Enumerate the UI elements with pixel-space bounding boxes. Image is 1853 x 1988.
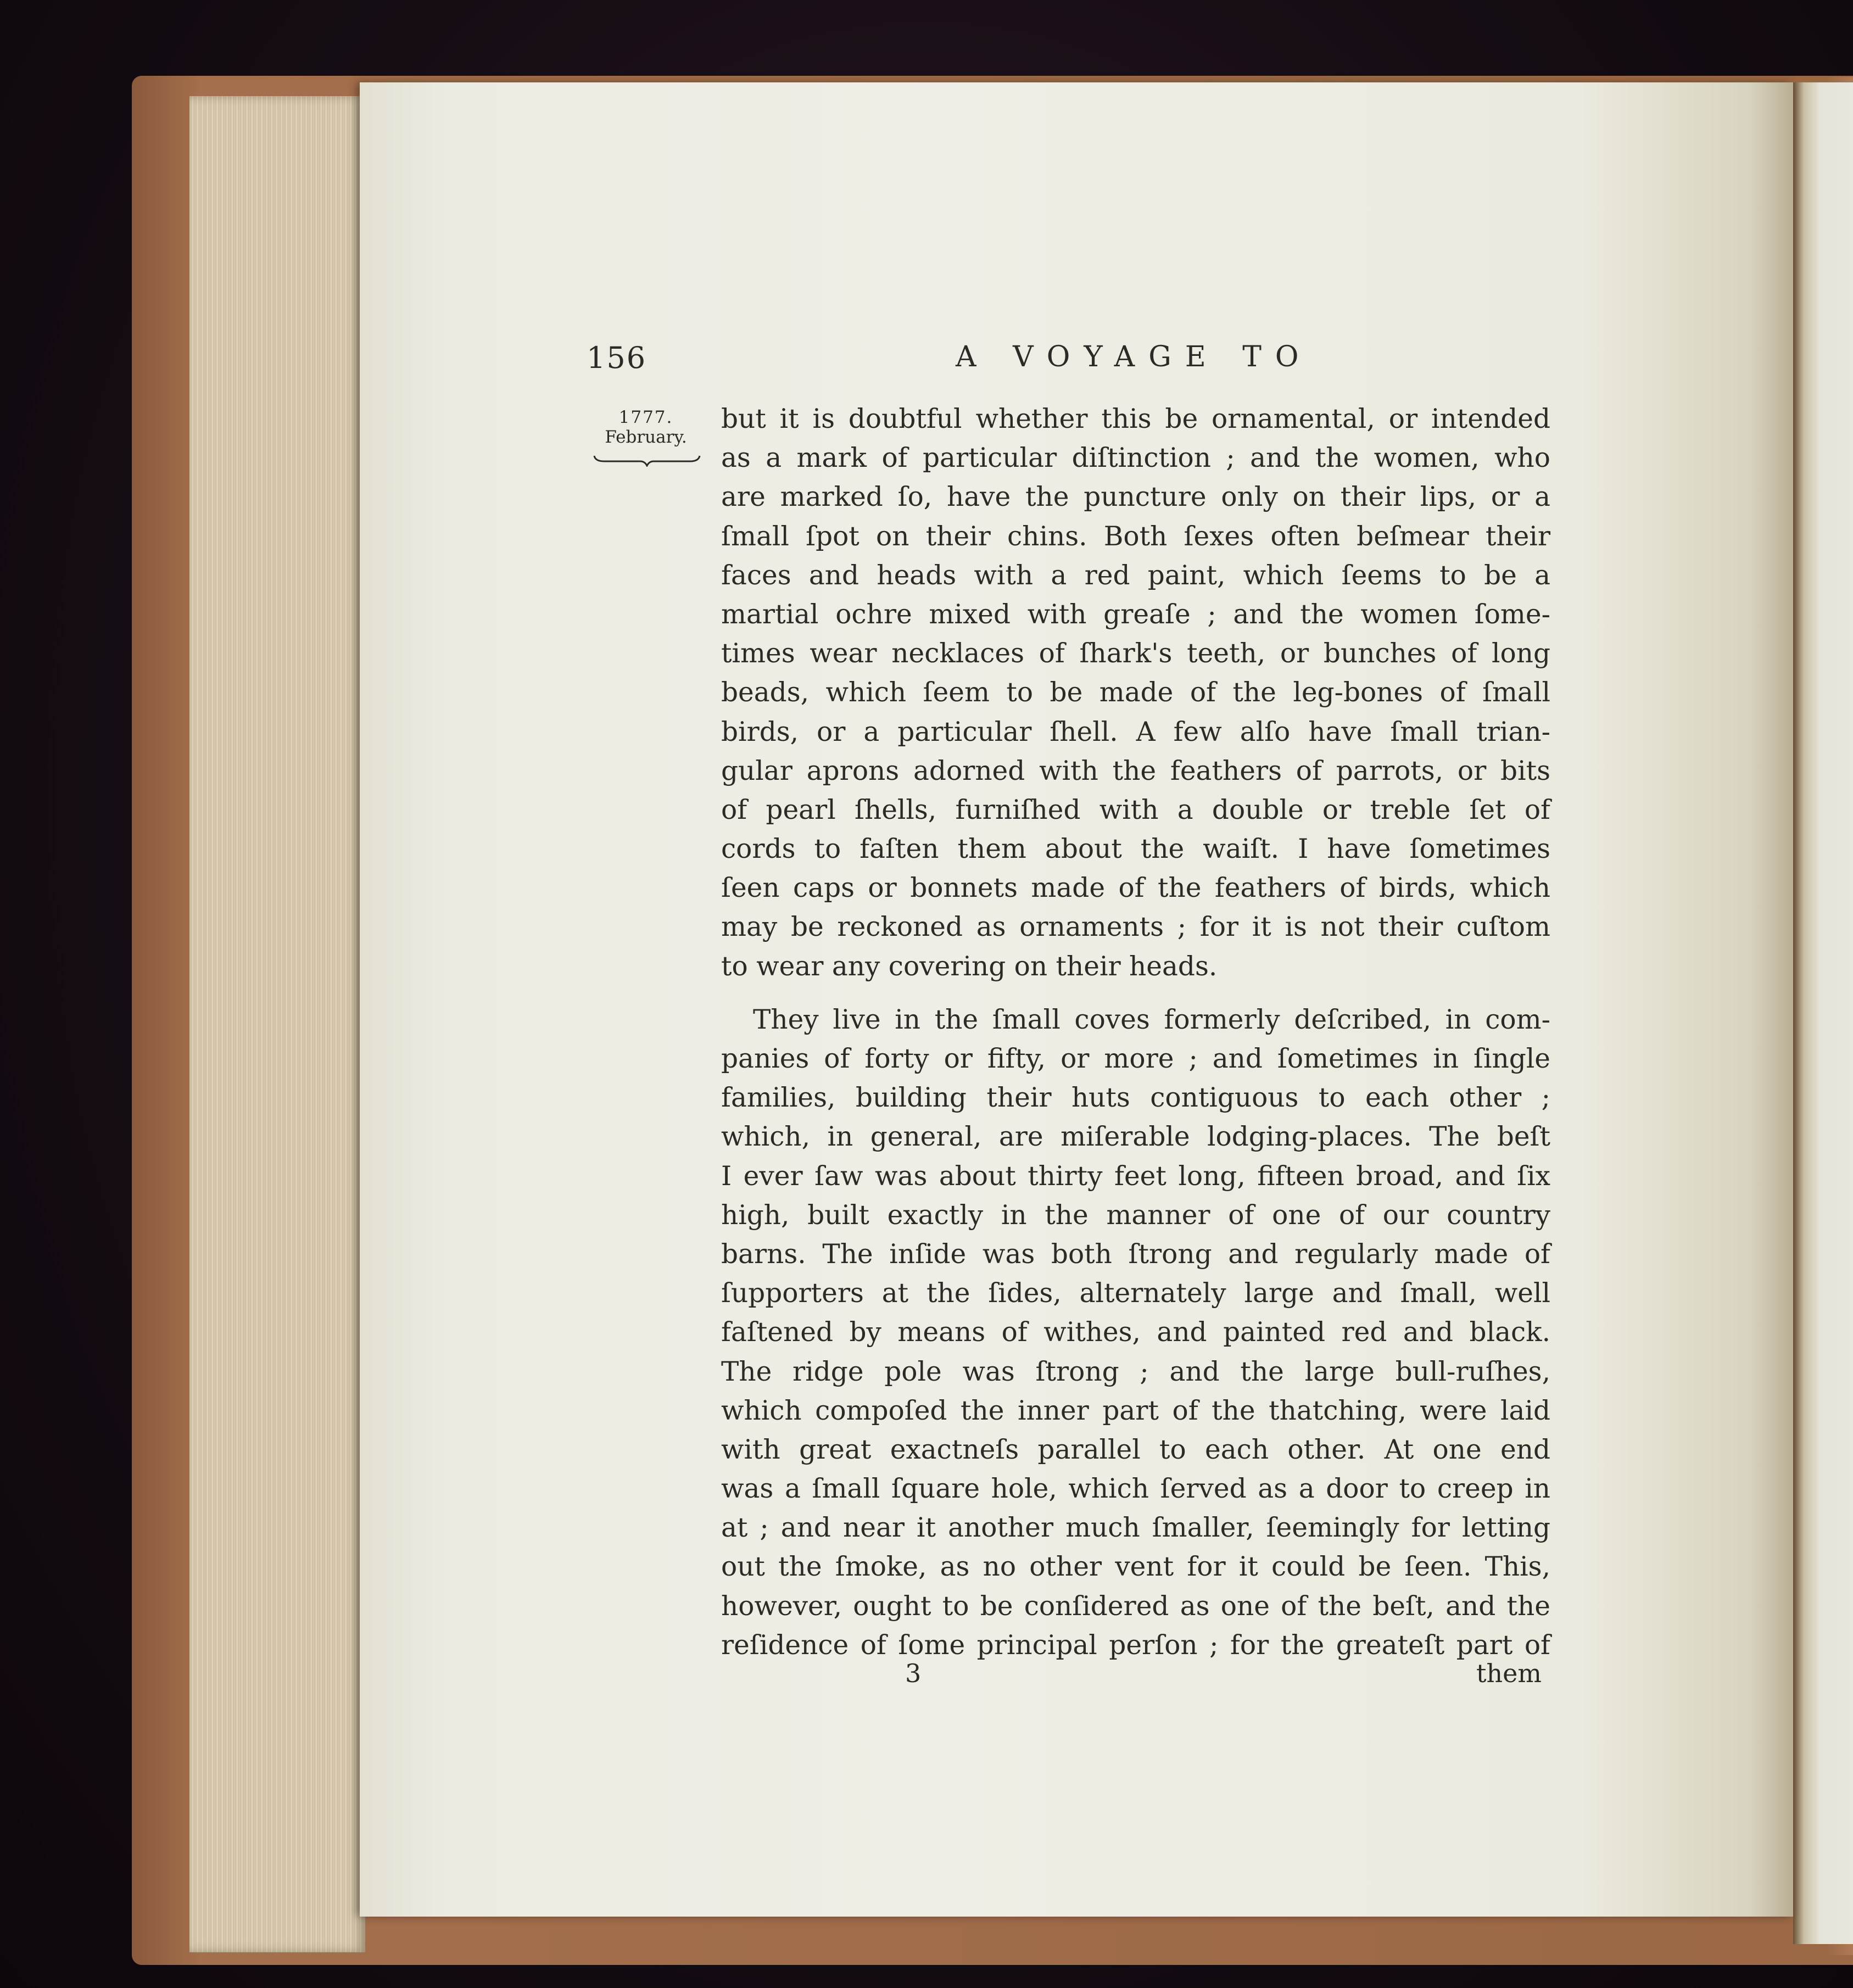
text-line: which, in general, are miſerable lodging-places. The beſt bbox=[721, 1121, 1550, 1153]
text-line: with great exactneſs parallel to each other. At one end bbox=[721, 1434, 1550, 1465]
text-line: to wear any covering on their heads. bbox=[721, 951, 1218, 982]
paragraph-gap bbox=[721, 986, 1550, 1001]
text-line: martial ochre mixed with greaſe ; and the women ſome- bbox=[721, 599, 1550, 630]
text-line: at ; and near it another much ſmaller, ſeemingly for letting bbox=[721, 1512, 1550, 1544]
body-text bbox=[721, 400, 1550, 1665]
facing-page-edge bbox=[1793, 82, 1853, 1944]
text-line: are marked ſo, have the puncture only on their lips, or a bbox=[721, 482, 1550, 513]
text-line: faſtened by means of withes, and painted red and black. bbox=[721, 1317, 1550, 1348]
text-line: but it is doubtful whether this be ornamental, or intended bbox=[721, 404, 1550, 434]
text-line: cords to faſten them about the waiſt. I have ſometimes bbox=[721, 834, 1550, 865]
text-line: however, ought to be conſidered as one of the beſt, and the bbox=[721, 1590, 1550, 1622]
text-line: may be reckoned as ornaments ; for it is not their cuſtom bbox=[721, 912, 1550, 943]
text-line: The ridge pole was ſtrong ; and the large bull-ruſhes, bbox=[721, 1356, 1550, 1387]
text-line: out the ſmoke, as no other vent for it could be ſeen. This, bbox=[721, 1551, 1550, 1583]
catchword: them bbox=[1476, 1658, 1542, 1688]
margin-note-year: 1777. bbox=[618, 407, 673, 427]
text-line: times wear necklaces of ſhark's teeth, or bunches of long bbox=[721, 638, 1550, 669]
margin-brace-icon bbox=[593, 454, 701, 467]
paragraph-2 bbox=[721, 1001, 1550, 1665]
text-line: barns. The inſide was both ſtrong and regularly made of bbox=[721, 1238, 1550, 1270]
text-line: They live in the ſmall coves formerly deſcribed, in com- bbox=[753, 1004, 1550, 1035]
page-edges bbox=[189, 96, 365, 1952]
text-line: was a ſmall ſquare hole, which ſerved as a door to creep in bbox=[721, 1473, 1550, 1505]
signature-mark: 3 bbox=[905, 1658, 922, 1688]
text-line: ſmall ſpot on their chins. Both ſexes often beſmear their bbox=[721, 521, 1550, 552]
text-line: I ever ſaw was about thirty feet long, fifteen broad, and ſix bbox=[721, 1160, 1550, 1192]
margin-note-month: February. bbox=[605, 427, 687, 447]
text-line: which compoſed the inner part of the thatching, were laid bbox=[721, 1395, 1550, 1426]
text-line: beads, which ſeem to be made of the leg-bones of ſmall bbox=[721, 677, 1550, 708]
text-line: ſupporters at the ſides, alternately large and ſmall, well bbox=[721, 1278, 1550, 1309]
running-head: A VOYAGE TO bbox=[956, 340, 1313, 373]
text-line: high, built exactly in the manner of one of our country bbox=[721, 1199, 1550, 1231]
text-line: panies of forty or fifty, or more ; and ſometimes in ſingle bbox=[721, 1043, 1550, 1074]
text-line: families, building their huts contiguous to each other ; bbox=[721, 1082, 1550, 1114]
text-line: reſidence of ſome principal perſon ; for the greateſt part of bbox=[721, 1629, 1550, 1661]
margin-note bbox=[591, 407, 701, 447]
text-line: of pearl ſhells, furniſhed with a double or treble ſet of bbox=[721, 794, 1550, 825]
text-line: faces and heads with a red paint, which ſeems to be a bbox=[721, 560, 1550, 591]
text-line: as a mark of particular diſtinction ; and the women, who bbox=[721, 443, 1550, 474]
text-line: birds, or a particular ſhell. A few alſo have ſmall trian- bbox=[721, 716, 1550, 747]
paragraph-1 bbox=[721, 400, 1550, 986]
text-line: ſeen caps or bonnets made of the feathers of birds, which bbox=[721, 873, 1550, 904]
page-number: 156 bbox=[587, 340, 647, 375]
text-line: gular aprons adorned with the feathers of parrots, or bits bbox=[721, 755, 1550, 786]
